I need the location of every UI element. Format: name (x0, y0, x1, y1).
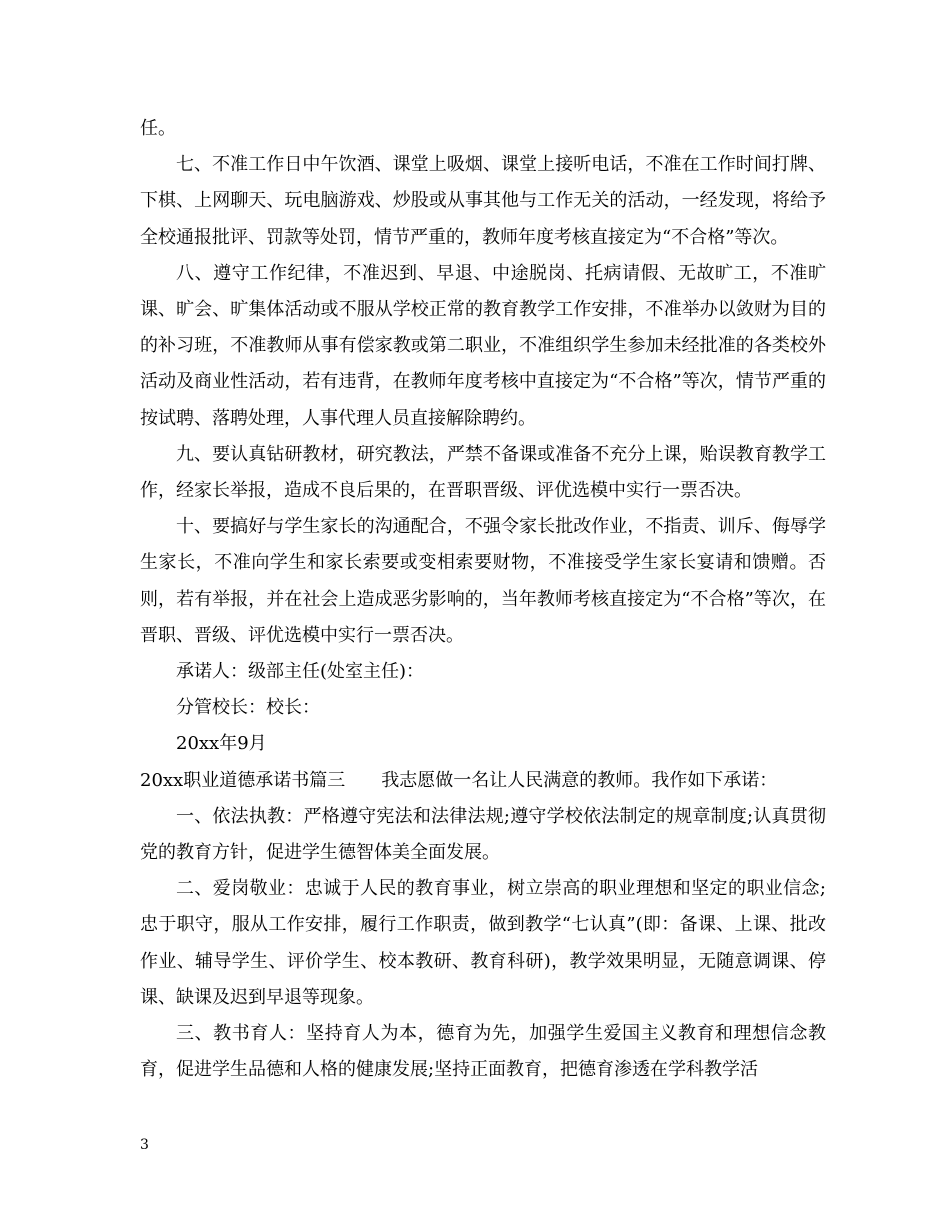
paragraph: 八、遵守工作纪律，不准迟到、早退、中途脱岗、托病请假、无故旷工，不准旷课、旷会、旷集体活动或不服从学校正常的教育教学工作安排，不准举办以敛财为目的的补习班，不准教师从事有偿家教或第二职业，不准组织学生参加未经批准的各类校外活动及商业性活动，若有违背，在教师年度考核中直接定为“不合格”等次，情节严重的按试聘、落聘处理，人事代理人员直接解除聘约。 (140, 262, 826, 429)
signature-line-principal: 分管校长：校长： (176, 697, 320, 719)
document-body (140, 111, 826, 1088)
page-number: 3 (140, 1137, 149, 1153)
paragraph: 十、要搞好与学生家长的沟通配合，不强令家长批改作业，不指责、训斥、侮辱学生家长，不准向学生和家长索要或变相索要财物，不准接受学生家长宴请和馈赠。否则，若有举报，并在社会上造成恶劣影响的，当年教师考核直接定为“不合格”等次，在晋职、晋级、评优选模中实行一票否决。 (140, 516, 826, 646)
signature-line-promisor: 承诺人：级部主任(处室主任)： (176, 661, 425, 683)
paragraph: 七、不准工作日中午饮酒、课堂上吸烟、课堂上接听电话，不准在工作时间打牌、下棋、上网聊天、玩电脑游戏、炒股或从事其他与工作无关的活动，一经发现，将给予全校通报批评、罚款等处罚，情节严重的，教师年度考核直接定为“不合格”等次。 (140, 154, 826, 248)
date-line: 20xx年9月 (176, 733, 267, 755)
section-heading: 20xx职业道德承诺书篇三 我志愿做一名让人民满意的教师。我作如下承诺： (140, 769, 778, 791)
paragraph: 九、要认真钻研教材，研究教法，严禁不备课或准备不充分上课，贻误教育教学工作，经家长举报，造成不良后果的，在晋职晋级、评优选模中实行一票否决。 (140, 443, 826, 502)
paragraph: 三、教书育人：坚持育人为本，德育为先，加强学生爱国主义教育和理想信念教育，促进学生品德和人格的健康发展;坚持正面教育，把德育渗透在学科教学活 (140, 1023, 826, 1081)
paragraph: 任。 (140, 118, 176, 139)
paragraph: 二、爱岗敬业：忠诚于人民的教育事业，树立崇高的职业理想和坚定的职业信念;忠于职守，服从工作安排，履行工作职责，做到教学“七认真”(即：备课、上课、批改作业、辅导学生、评价学生、校本教研、教育科研)，教学效果明显，无随意调课、停课、缺课及迟到早退等现象。 (140, 878, 826, 1008)
paragraph: 一、依法执教：严格遵守宪法和法律法规;遵守学校依法制定的规章制度;认真贯彻党的教育方针，促进学生德智体美全面发展。 (140, 805, 826, 864)
